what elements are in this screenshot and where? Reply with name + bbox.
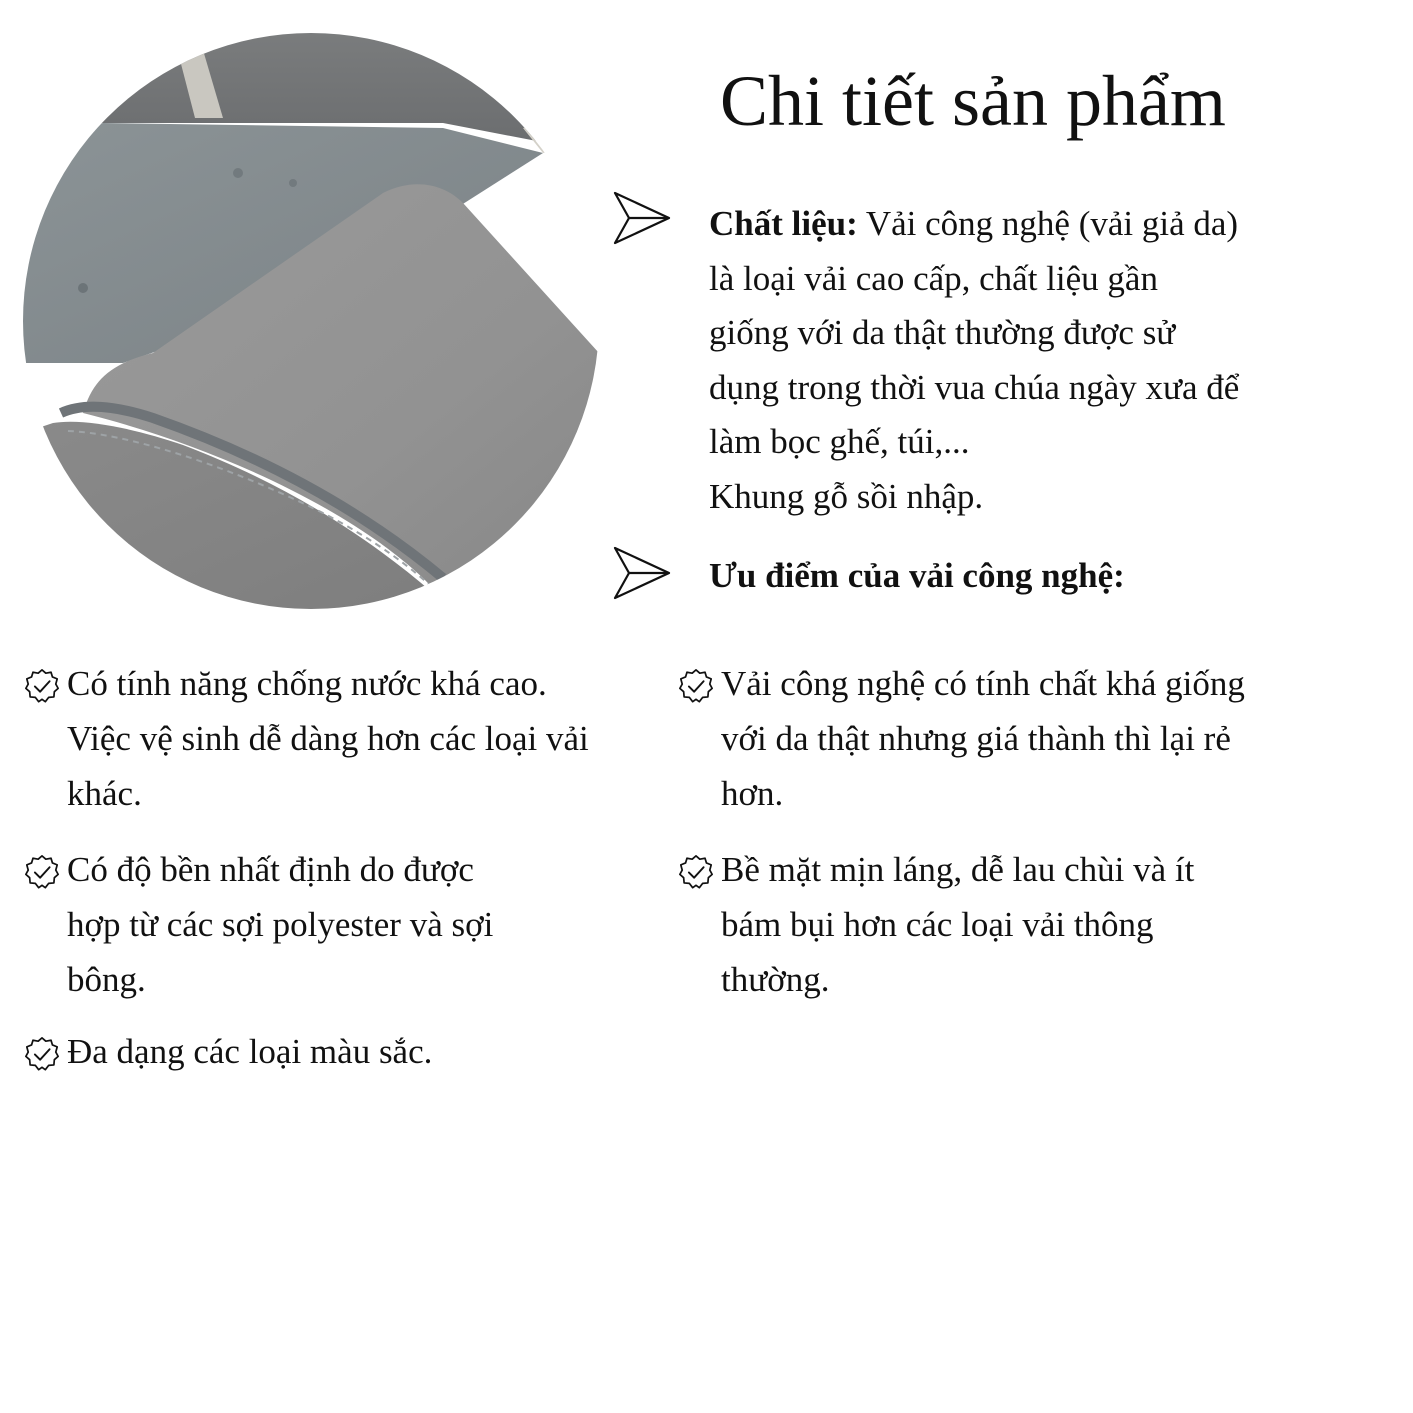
feature-line: hơn. bbox=[721, 774, 784, 813]
material-line: Vải công nghệ (vải giả da) bbox=[857, 204, 1239, 243]
feature-line: với da thật nhưng giá thành thì lại rẻ bbox=[721, 719, 1231, 758]
product-photo bbox=[23, 33, 599, 609]
page-title: Chi tiết sản phẩm bbox=[720, 61, 1226, 141]
feature-line: khác. bbox=[67, 774, 142, 813]
feature-line: Bề mặt mịn láng, dễ lau chùi và ít bbox=[721, 850, 1195, 889]
feature-line: bám bụi hơn các loại vải thông bbox=[721, 905, 1154, 944]
send-arrow-icon bbox=[612, 545, 672, 601]
material-line: là loại vải cao cấp, chất liệu gần bbox=[709, 258, 1158, 298]
feature-line: Có tính năng chống nước khá cao. bbox=[67, 664, 547, 703]
material-label: Chất liệu: bbox=[709, 204, 858, 243]
material-line: giống với da thật thường được sử bbox=[709, 313, 1176, 352]
material-line: làm bọc ghế, túi,... bbox=[709, 422, 970, 461]
feature-line: Có độ bền nhất định do được bbox=[67, 850, 474, 889]
feature-line: thường. bbox=[721, 960, 830, 999]
feature-line: Vải công nghệ có tính chất khá giống bbox=[721, 664, 1245, 703]
feature-line: Đa dạng các loại màu sắc. bbox=[67, 1032, 433, 1071]
advantages-heading: Ưu điểm của vải công nghệ: bbox=[709, 556, 1125, 595]
check-badge-icon bbox=[677, 853, 715, 891]
feature-line: Việc vệ sinh dễ dàng hơn các loại vải bbox=[67, 719, 589, 758]
material-line: Khung gỗ sồi nhập. bbox=[709, 476, 984, 516]
material-description bbox=[709, 197, 1349, 524]
feature-line: bông. bbox=[67, 960, 146, 999]
feature-line: hợp từ các sợi polyester và sợi bbox=[67, 905, 494, 944]
check-badge-icon bbox=[23, 667, 61, 705]
check-badge-icon bbox=[23, 1035, 61, 1073]
send-arrow-icon bbox=[612, 190, 672, 246]
check-badge-icon bbox=[677, 667, 715, 705]
material-line: dụng trong thời vua chúa ngày xưa để bbox=[709, 367, 1240, 407]
check-badge-icon bbox=[23, 853, 61, 891]
